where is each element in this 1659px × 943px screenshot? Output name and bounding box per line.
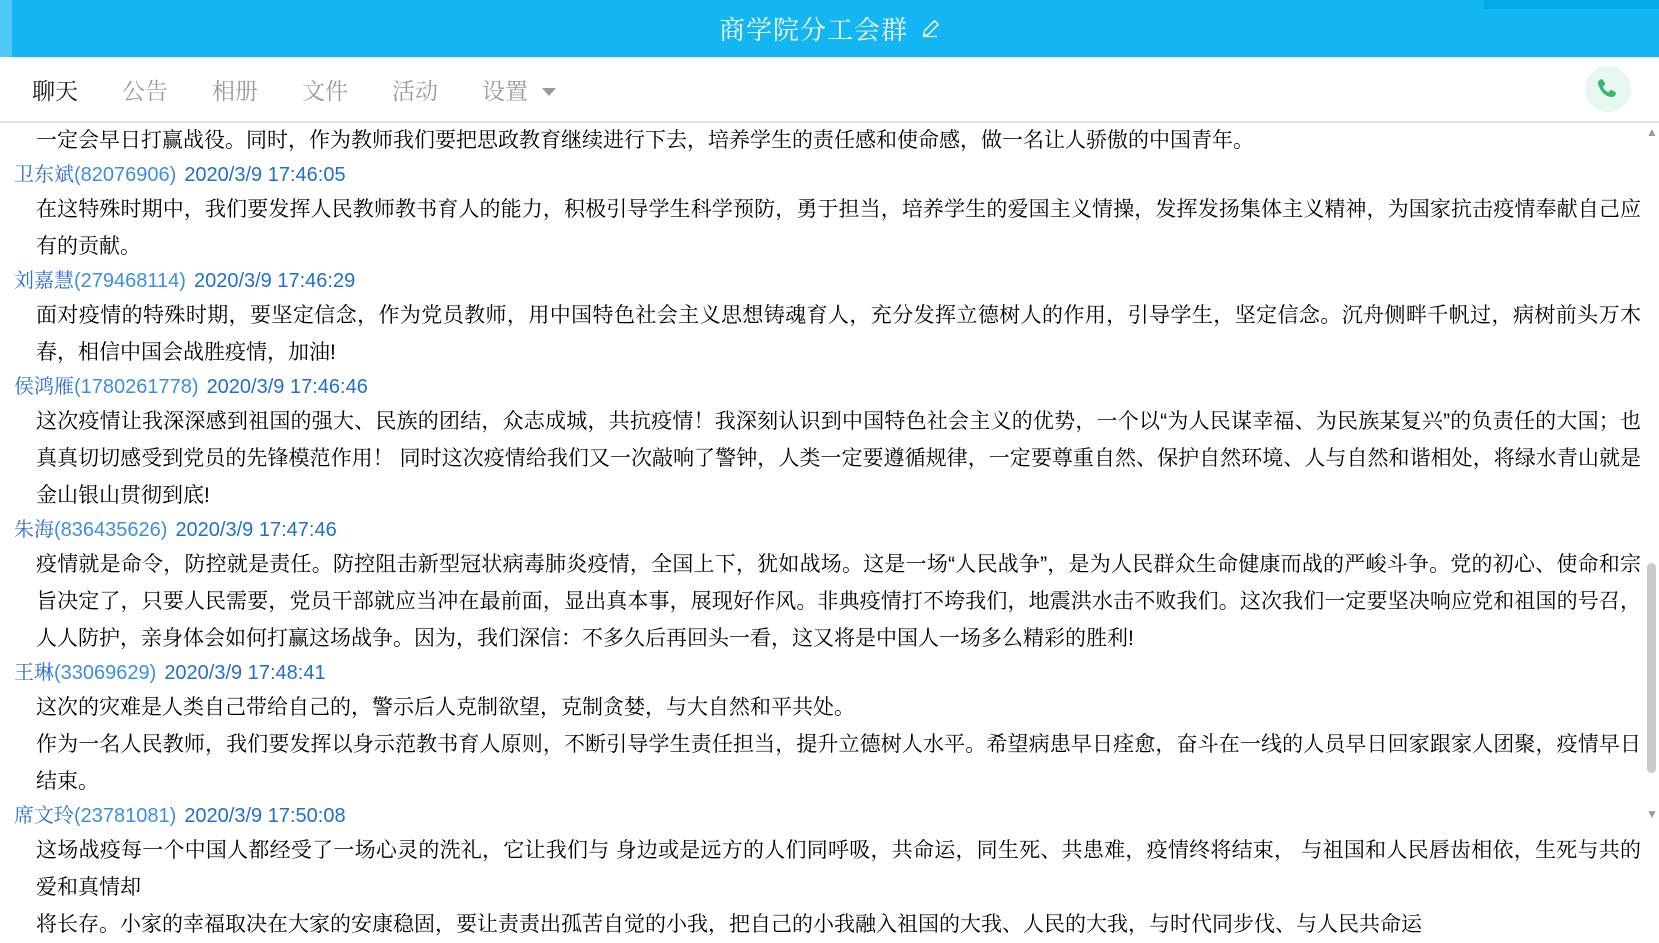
message-body: 这场战疫每一个中国人都经受了一场心灵的洗礼，它让我们与 身边或是远方的人们同呼吸，共命运，同生死、共患难，疫情终将结束， 与祖国和人民唇齿相依，生死与共的爱和真情却 [36, 839, 1641, 899]
message-body: 疫情就是命令，防控就是责任。防控阻击新型冠状病毒肺炎疫情，全国上下，犹如战场。这是一场“人民战争”，是为人民群众生命健康而战的严峻斗争。党的初心、使命和宗旨决定了，只要人民需要，党员干部就应当冲在最前面，显出真本事，展现好作风。非典疫情打不垮我们，地震洪水击不败我们。这次我们一定要坚决响应党和祖国的号召，人人防护，亲身体会如何打赢这场战争。因为，我们深信：不多久后再回头一看，这又将是中国人一场多么精彩的胜利! [36, 553, 1641, 650]
tab-settings-label: 设置 [482, 77, 528, 104]
phone-icon [1595, 76, 1621, 102]
message-header [14, 657, 1641, 689]
message-time: 2020/3/9 17:46:46 [206, 376, 368, 398]
sender-nickname[interactable]: 王琳 [14, 662, 54, 684]
chat-message-list[interactable] [0, 122, 1659, 936]
message-header [14, 371, 1641, 403]
tab-chat-label: 聊天 [32, 77, 78, 104]
message-body: 将长存。小家的幸福取决在大家的安康稳固，要让责责出孤苦自觉的小我，把自己的小我融入祖国的大我、人民的大我，与时代同步伐、与人民共命运 [36, 913, 1422, 936]
message-body: 面对疫情的特殊时期，要坚定信念，作为党员教师，用中国特色社会主义思想铸魂育人，充分发挥立德树人的作用，引导学生，坚定信念。沉舟侧畔千帆过，病树前头万木春，相信中国会战胜疫情，加油! [36, 304, 1641, 364]
tab-activity[interactable] [370, 73, 460, 106]
scroll-up-arrow[interactable]: ▲ [1646, 125, 1658, 139]
chat-message [14, 657, 1641, 800]
message-time: 2020/3/9 17:47:46 [175, 519, 337, 541]
chevron-down-icon [542, 88, 556, 96]
tabbar [0, 57, 1659, 122]
sender-uin[interactable]: (33069629) [54, 662, 157, 684]
chat-message [14, 514, 1641, 657]
chat-message [14, 800, 1641, 943]
tab-chat[interactable] [10, 73, 100, 106]
sender-uin[interactable]: (82076906) [74, 164, 177, 186]
message-time: 2020/3/9 17:48:41 [164, 662, 326, 684]
message-time: 2020/3/9 17:50:08 [184, 805, 346, 827]
pencil-icon[interactable] [920, 19, 940, 39]
message-body: 这次疫情让我深深感到祖国的强大、民族的团结，众志成城，共抗疫情！我深刻认识到中国特色社会主义的优势，一个以“为人民谋幸福、为民族某复兴”的负责任的大国；也真真切切感受到党员的先锋模范作用！ 同时这次疫情给我们又一次敲响了警钟，人类一定要遵循规律，一定要尊重自然、保护自然环境、人与自然和谐相处，将绿水青山就是金山银山贯彻到底! [36, 410, 1641, 507]
sender-nickname[interactable]: 刘嘉慧 [14, 270, 74, 292]
message-header [14, 800, 1641, 832]
sender-nickname[interactable]: 侯鸿雁 [14, 376, 74, 398]
message-body: 在这特殊时期中，我们要发挥人民教师教书育人的能力，积极引导学生科学预防，勇于担当，培养学生的爱国主义情操，发挥发扬集体主义精神，为国家抗击疫情奉献自己应有的贡献。 [36, 198, 1641, 258]
voice-call-button[interactable] [1585, 66, 1631, 112]
sender-uin[interactable]: (1780261778) [74, 376, 199, 398]
tab-announcement-label: 公告 [122, 77, 168, 104]
sender-uin[interactable]: (279468114) [74, 270, 186, 292]
sender-nickname[interactable]: 席文玲 [14, 805, 74, 827]
chat-top-divider [0, 122, 1659, 123]
chat-message [14, 159, 1641, 265]
tab-album-label: 相册 [212, 77, 258, 104]
sender-uin[interactable]: (23781081) [74, 805, 177, 827]
sender-nickname[interactable]: 卫东斌 [14, 164, 74, 186]
tab-files[interactable] [280, 73, 370, 106]
tab-settings[interactable] [460, 73, 578, 106]
chat-scrollbar[interactable] [1646, 123, 1657, 823]
chat-message [14, 265, 1641, 371]
message-body: 这次的灾难是人类自己带给自己的，警示后人克制欲望，克制贪婪，与大自然和平共处。 [36, 696, 855, 719]
window-controls-strip [1484, 0, 1659, 9]
message-time: 2020/3/9 17:46:05 [184, 164, 346, 186]
message-body: 作为一名人民教师，我们要发挥以身示范教书育人原则，不断引导学生责任担当，提升立德树人水平。希望病患早日痊愈，奋斗在一线的人员早日回家跟家人团聚，疫情早日结束。 [36, 733, 1641, 793]
scrollbar-thumb[interactable] [1647, 563, 1656, 773]
tab-album[interactable] [190, 73, 280, 106]
partial-message-top: 一定会早日打赢战役。同时，作为教师我们要把思政教育继续进行下去，培养学生的责任感和使命感，做一名让人骄傲的中国青年。 [36, 129, 1254, 152]
message-header [14, 514, 1641, 546]
sender-nickname[interactable]: 朱海 [14, 519, 54, 541]
tab-announcement[interactable] [100, 73, 190, 106]
tab-files-label: 文件 [302, 77, 348, 104]
tab-activity-label: 活动 [392, 77, 438, 104]
scroll-down-arrow[interactable]: ▼ [1646, 807, 1658, 821]
page-title: 商学院分工会群 [718, 15, 908, 45]
message-header [14, 159, 1641, 191]
sender-uin[interactable]: (836435626) [54, 519, 168, 541]
message-header [14, 265, 1641, 297]
message-time: 2020/3/9 17:46:29 [193, 270, 356, 292]
chat-message [14, 371, 1641, 514]
window-titlebar [0, 0, 1659, 57]
group-title-wrap [719, 10, 940, 47]
